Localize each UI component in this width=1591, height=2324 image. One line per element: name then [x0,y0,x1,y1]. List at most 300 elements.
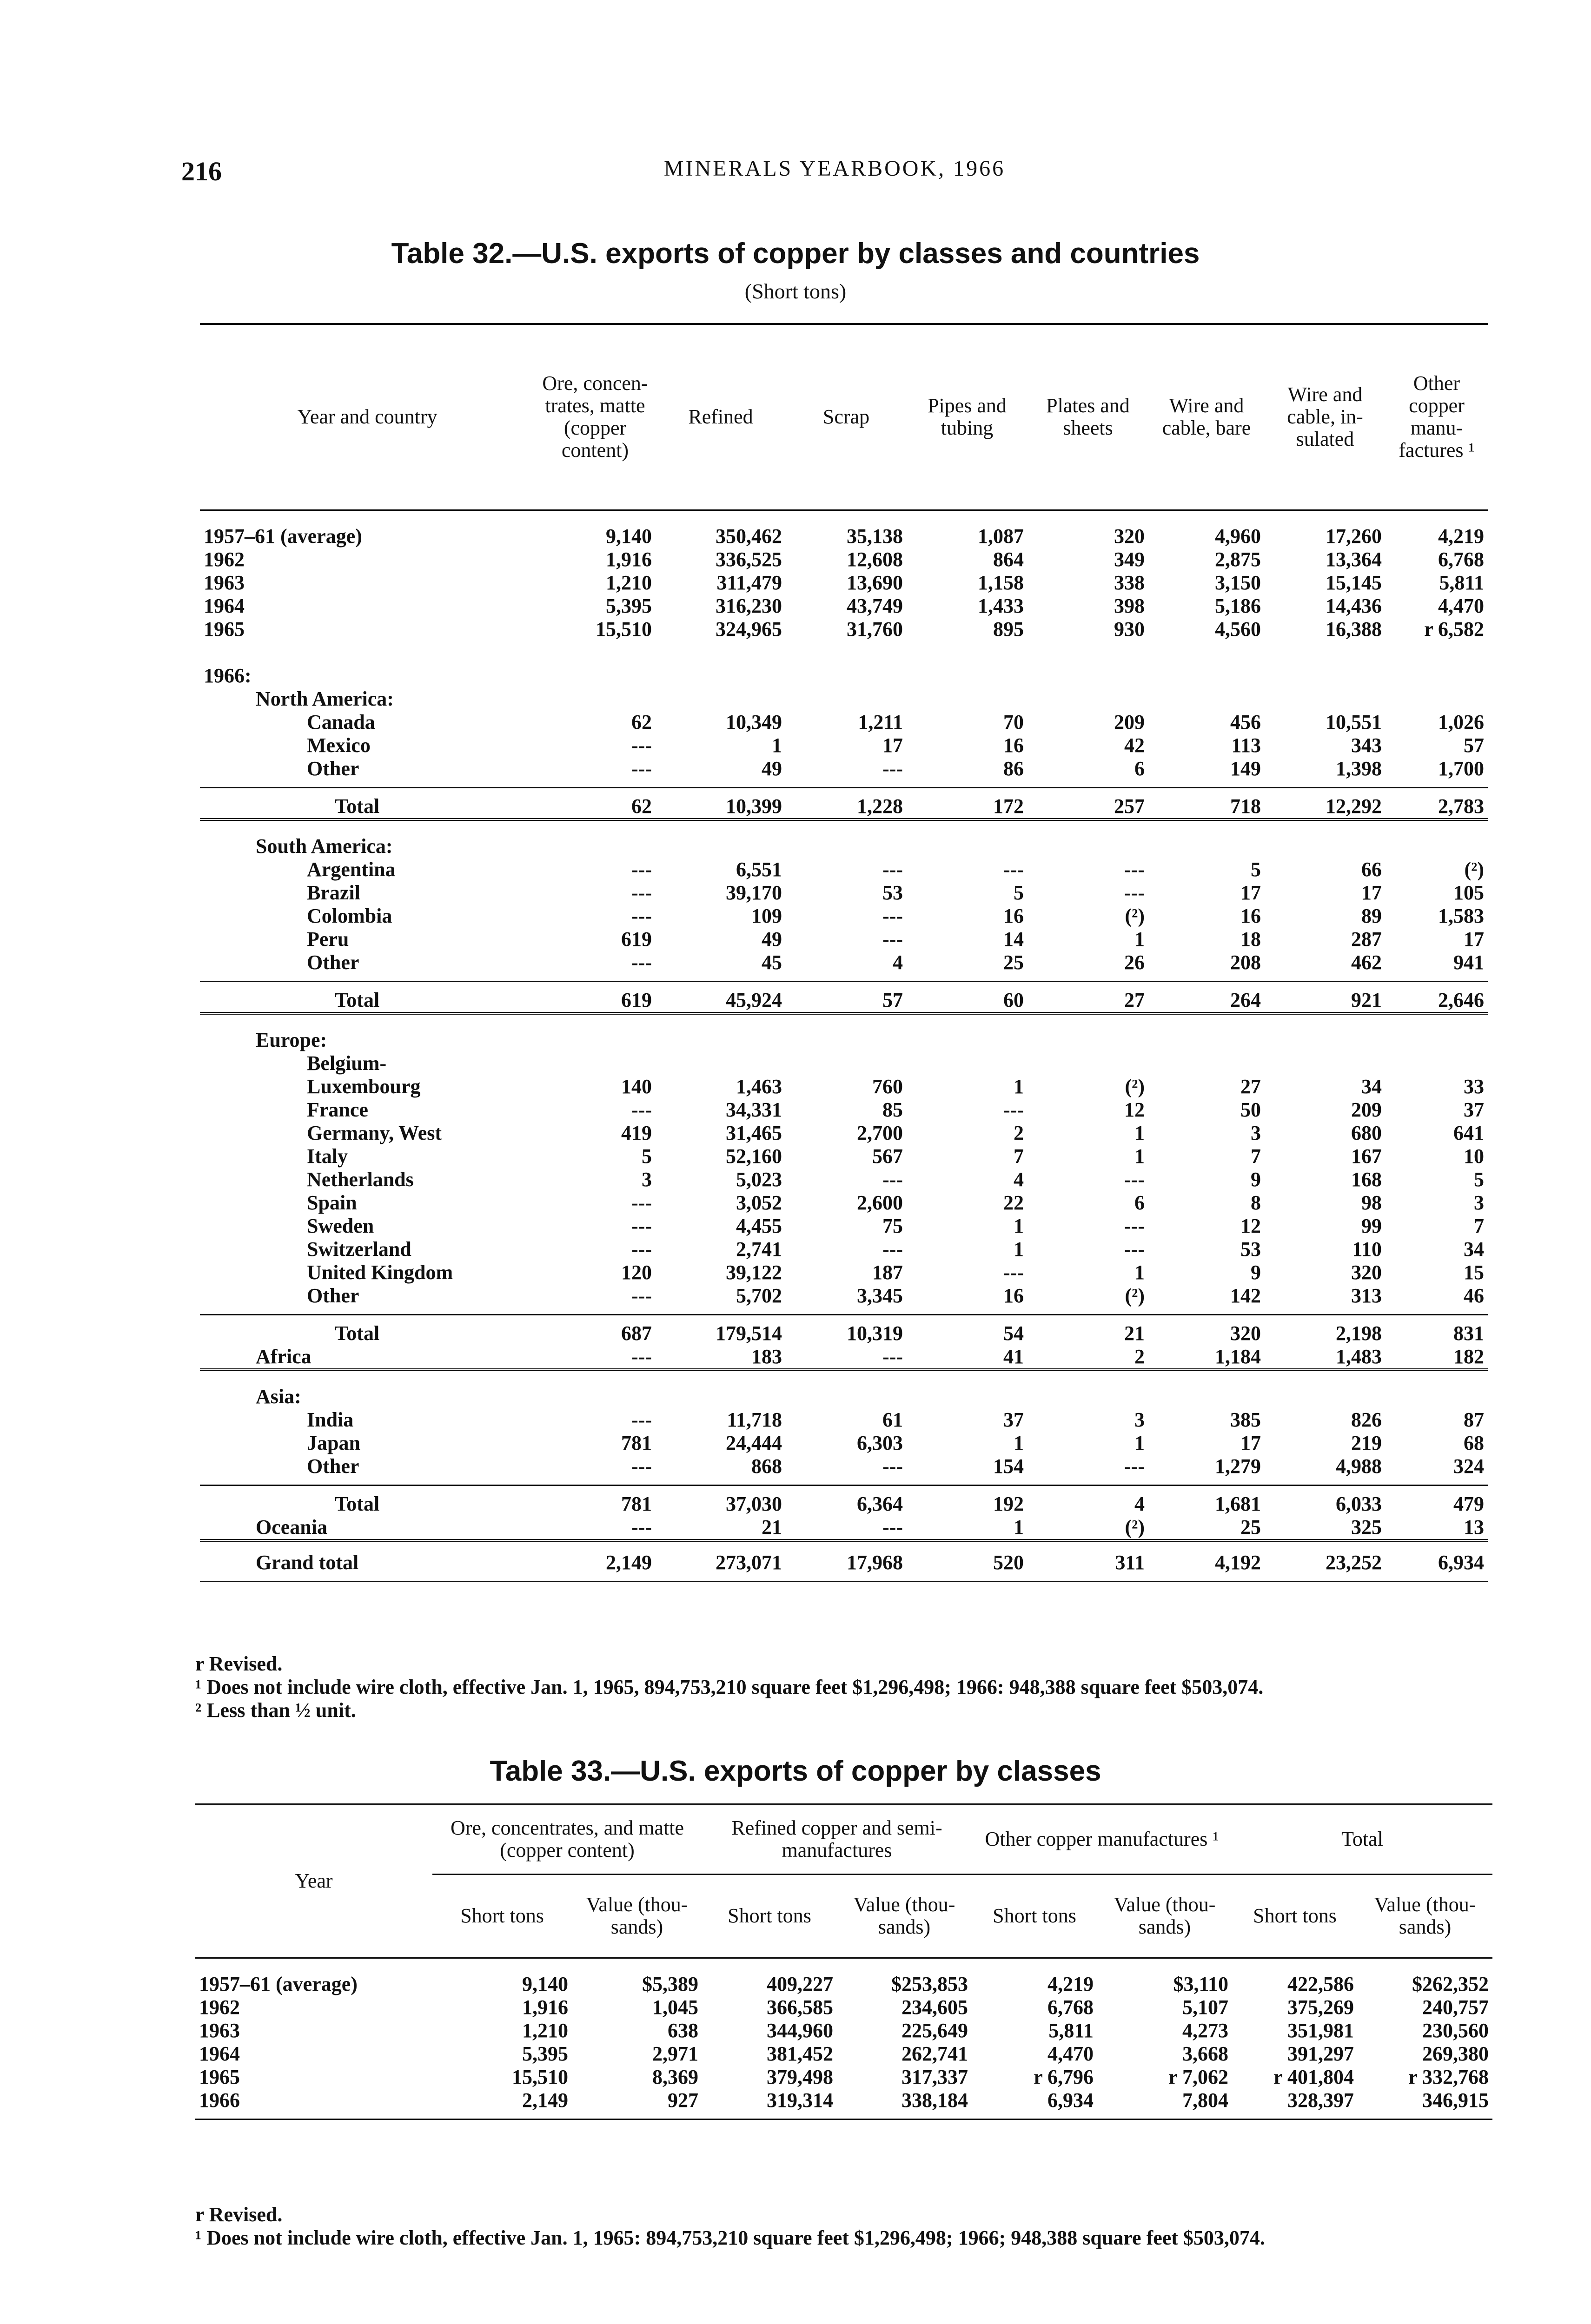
cell-value: 1,916 [606,548,652,571]
subheader-total-tons: Short tons [1253,1904,1337,1927]
cell-value [1385,1052,1488,1075]
cell-value: 381,452 [767,2042,833,2065]
cell-value: 5,702 [736,1284,782,1307]
cell-value: --- [1124,1237,1145,1261]
cell-value [656,1385,786,1408]
cell-value: 54 [907,1314,1028,1345]
row-label: Spain [307,1191,357,1214]
row-label: Switzerland [307,1237,411,1261]
region-label [200,1385,1488,1408]
cell-value: 172 [907,787,1028,819]
cell-value: 1 [1014,1431,1024,1454]
cell-value: 1,916 [522,1995,568,2019]
cell-value: 24,444 [726,1431,782,1454]
table-32-subtitle: (Short tons) [744,279,847,303]
cell-value: 1 [1014,1214,1024,1237]
cell-value: 85 [882,1098,903,1121]
header-ore: Ore, concen- trates, matte (copper content) [542,372,648,462]
row-label: Luxembourg [307,1075,421,1098]
cell-value: --- [535,1516,656,1540]
header-ore-group: Ore, concentrates, and matte (copper content) [432,1804,702,1874]
cell-value: --- [1124,1168,1145,1191]
total-row [200,787,1488,819]
cell-value: 33 [1464,1075,1484,1098]
cell-value: 5 [1014,881,1024,904]
cell-value: 319,314 [767,2088,833,2112]
country-row [200,734,1488,757]
cell-value: 4,192 [1215,1551,1261,1574]
cell-value [656,1029,786,1052]
cell-value: 6 [1134,1191,1145,1214]
cell-value: r 332,768 [1408,2065,1489,2088]
cell-value: 1 [1134,1121,1145,1144]
cell-value [1265,1385,1385,1408]
cell-value: 479 [1385,1485,1488,1516]
cell-value: 311,479 [716,571,782,594]
cell-value: 31,465 [726,1121,782,1144]
page-number: 216 [181,156,222,186]
region-label [200,1029,1488,1052]
cell-value: 37 [1464,1098,1484,1121]
country-row [200,1432,1488,1455]
cell-value: 12 [1240,1214,1261,1237]
country-row [200,1098,1488,1122]
cell-value: 15,510 [512,2065,568,2088]
cell-value: $253,853 [891,1972,968,1995]
cell-value: 183 [656,1345,786,1370]
cell-value: --- [882,1237,903,1261]
header-other-group: Other copper manufactures ¹ [972,1804,1232,1874]
cell-value: 168 [1351,1168,1382,1191]
cell-value: 225,649 [902,2019,968,2042]
row-label: 1965 [204,617,245,640]
cell-value: 366,585 [767,1995,833,2019]
cell-value: 1 [1134,927,1145,951]
row-label: Other [307,757,359,780]
footnote-revised: r Revised. [195,1652,283,1675]
country-row [200,928,1488,951]
year-row [200,525,1488,548]
table-33-footnotes [195,2203,1497,2250]
cell-value: 567 [872,1144,903,1168]
cell-value: 1,700 [1438,757,1484,780]
spacer-row [200,510,1488,525]
cell-value: $3,110 [1173,1972,1229,1995]
spacer-row [200,819,1488,835]
cell-value: 50 [1240,1098,1261,1121]
cell-value: 240,757 [1422,1995,1489,2019]
cell-value: 520 [993,1551,1024,1574]
row-label: 1962 [199,1995,240,2019]
cell-value: 8,369 [652,2065,698,2088]
cell-value: 781 [535,1485,656,1516]
cell-value: r 7,062 [1168,2065,1229,2088]
header-refined-group: Refined copper and semi- manufactures [702,1804,972,1874]
cell-value: 86 [1003,757,1024,780]
cell-value: 9,140 [606,524,652,548]
cell-value: --- [786,1345,907,1370]
cell-value [656,687,786,711]
grand-total-row [200,1551,1488,1582]
cell-value: (²) [1125,1284,1145,1307]
cell-value: 4,960 [1215,524,1261,548]
cell-value: 25 [1148,1516,1265,1540]
cell-value: 7,804 [1182,2088,1229,2112]
cell-value: 52,160 [726,1144,782,1168]
cell-value [1028,1052,1148,1075]
cell-value: 10,349 [726,710,782,733]
country-row [200,1408,1488,1432]
cell-value: 70 [1003,710,1024,733]
cell-value: 641 [1453,1121,1484,1144]
header-other-manufactures: Other copper manu- factures ¹ [1399,372,1475,462]
cell-value: --- [1124,1214,1145,1237]
cell-value: 42 [1124,733,1145,757]
cell-value: 379,498 [767,2065,833,2088]
cell-value: 1,211 [858,710,903,733]
cell-value: 5 [1474,1168,1484,1191]
cell-value [1385,664,1488,687]
cell-value: 638 [668,2019,698,2042]
cell-value: --- [535,1345,656,1370]
cell-value: 16 [1003,904,1024,927]
cell-value: 208 [1230,951,1261,974]
cell-value: (²) [1028,1516,1148,1540]
cell-value: 10,399 [656,787,786,819]
cell-value: 142 [1230,1284,1261,1307]
cell-value: 17 [882,733,903,757]
cell-value [907,664,1028,687]
spacer-row [200,1307,1488,1315]
cell-value: 311 [1115,1551,1145,1574]
row-label: Japan [307,1431,360,1454]
row-label: India [307,1408,354,1431]
spacer-row [195,1958,1492,1973]
cell-value: --- [631,1237,652,1261]
country-row [200,1191,1488,1215]
cell-value: 15 [1464,1261,1484,1284]
cell-value: 350,462 [716,524,782,548]
cell-value: 1,463 [736,1075,782,1098]
cell-value: 325 [1265,1516,1385,1540]
year-row [195,1973,1492,1996]
row-label: France [307,1098,368,1121]
cell-value: 179,514 [656,1314,786,1345]
cell-value: 336,525 [716,548,782,571]
cell-value: 4 [1014,1168,1024,1191]
row-label: 1962 [204,548,245,571]
cell-value: 6,934 [1438,1551,1484,1574]
country-row [200,881,1488,905]
cell-value [1028,687,1148,711]
spacer-row [200,974,1488,982]
cell-value: 149 [1230,757,1261,780]
cell-value: 21 [656,1516,786,1540]
cell-value: 41 [907,1345,1028,1370]
row-label: 1963 [199,2019,240,2042]
cell-value: 87 [1464,1408,1484,1431]
cell-value: 328,397 [1287,2088,1354,2112]
cell-value: 344,960 [767,2019,833,2042]
cell-value: 16 [1240,904,1261,927]
country-row [200,1145,1488,1168]
row-label: Europe: [256,1028,327,1051]
cell-value [1385,835,1488,858]
cell-value: 2,741 [736,1237,782,1261]
cell-value: 25 [1003,951,1024,974]
country-row [200,1075,1488,1098]
cell-value: 5 [1251,858,1261,881]
cell-value: r 401,804 [1273,2065,1354,2088]
cell-value: 718 [1148,787,1265,819]
cell-value: 5,395 [522,2042,568,2065]
cell-value: 1,158 [978,571,1024,594]
cell-value: 43,749 [847,594,903,617]
cell-value: 273,071 [716,1551,782,1574]
row-label: Grand total [256,1551,359,1574]
country-row [200,1215,1488,1238]
cell-value [907,1029,1028,1052]
table-33-title: Table 33.—U.S. exports of copper by classes [490,1755,1101,1787]
cell-value: 346,915 [1422,2088,1489,2112]
cell-value [656,835,786,858]
cell-value: 110 [1352,1237,1382,1261]
cell-value: 3,668 [1182,2042,1229,2065]
row-label: 1957–61 (average) [199,1972,358,1995]
row-label: Other [307,1284,359,1307]
cell-value: 8 [1251,1191,1261,1214]
cell-value: 109 [751,904,782,927]
cell-value: 1 [1014,1237,1024,1261]
cell-value: 187 [872,1261,903,1284]
row-label: Total [200,1314,535,1345]
header-year-country: Year and country [297,405,438,429]
cell-value [1265,664,1385,687]
cell-value: 6,934 [1047,2088,1094,2112]
cell-value [1148,1029,1265,1052]
year-row [195,2019,1492,2042]
cell-value: 1 [1134,1261,1145,1284]
cell-value [1385,687,1488,711]
cell-value: 17 [1240,1431,1261,1454]
cell-value [656,1052,786,1075]
cell-value: 230,560 [1422,2019,1489,2042]
cell-value: 4,219 [1438,524,1484,548]
cell-value: 5,023 [736,1168,782,1191]
region-label [200,687,1488,711]
cell-value: 1,228 [786,787,907,819]
row-label: Asia: [256,1385,301,1408]
country-row [200,757,1488,780]
subheader-ore-tons: Short tons [460,1904,544,1927]
cell-value [535,664,656,687]
row-label: Other [307,1454,359,1478]
cell-value: 1 [1134,1431,1145,1454]
country-row [200,1455,1488,1478]
cell-value: 154 [993,1454,1024,1478]
cell-value: --- [631,904,652,927]
cell-value: 419 [621,1121,652,1144]
cell-value: 422,586 [1287,1972,1354,1995]
cell-value: 2,971 [652,2042,698,2065]
footnote-1: ¹ Does not include wire cloth, effective Jan. 1, 1965, 894,753,210 square feet $1,296,498; 1966: 948,388 square feet $503,074. [195,1676,1264,1698]
country-row [200,1238,1488,1261]
row-label: Belgium- [307,1051,387,1075]
cell-value: --- [1003,1098,1024,1121]
cell-value: 98 [1361,1191,1382,1214]
cell-value: 4,219 [1047,1972,1094,1995]
cell-value: --- [631,881,652,904]
row-label: Total [200,1485,535,1516]
subheader-other-value: Value (thou- sands) [1114,1893,1216,1938]
cell-value: 320 [1148,1314,1265,1345]
cell-value: 34 [1464,1237,1484,1261]
header-wire-insulated: Wire and cable, in- sulated [1287,383,1363,451]
cell-value: --- [1003,1261,1024,1284]
spacer-row [200,1013,1488,1029]
cell-value: --- [1124,881,1145,904]
cell-value: $5,389 [642,1972,698,1995]
cell-value: 10,551 [1326,710,1382,733]
cell-value: 27 [1028,981,1148,1013]
cell-value: 3 [1474,1191,1484,1214]
cell-value: --- [631,757,652,780]
cell-value: 1 [1014,1075,1024,1098]
cell-value: 6 [1134,757,1145,780]
cell-value: 391,297 [1287,2042,1354,2065]
cell-value: 2 [1014,1121,1024,1144]
cell-value: 9,140 [522,1972,568,1995]
cell-value [1265,835,1385,858]
cell-value: 4,560 [1215,617,1261,640]
cell-value: 338 [1114,571,1145,594]
cell-value: 39,170 [726,881,782,904]
cell-value: --- [786,1516,907,1540]
cell-value: 167 [1351,1144,1382,1168]
cell-value: 2,600 [857,1191,903,1214]
cell-value: 1 [907,1516,1028,1540]
cell-value: --- [631,1454,652,1478]
cell-value: 12,608 [847,548,903,571]
cell-value: 192 [907,1485,1028,1516]
cell-value: --- [631,1214,652,1237]
country-row [200,1284,1488,1307]
subheader-refined-tons: Short tons [728,1904,811,1927]
page-header [181,156,1488,193]
cell-value: --- [631,1098,652,1121]
cell-value: 7 [1014,1144,1024,1168]
cell-value [1265,1052,1385,1075]
cell-value: 317,337 [902,2065,968,2088]
cell-value: 209 [1351,1098,1382,1121]
table-32 [200,323,1488,1582]
cell-value: 27 [1240,1075,1261,1098]
year-row [200,548,1488,571]
cell-value: 324 [1453,1454,1484,1478]
cell-value [1265,1029,1385,1052]
cell-value: 687 [535,1314,656,1345]
cell-value: 1,681 [1148,1485,1265,1516]
cell-value: 17 [1240,881,1261,904]
cell-value: 4,988 [1336,1454,1382,1478]
cell-value: 262,741 [902,2042,968,2065]
cell-value: 4 [1028,1485,1148,1516]
cell-value: 9 [1251,1168,1261,1191]
cell-value: 34 [1361,1075,1382,1098]
cell-value: 99 [1361,1214,1382,1237]
year-row [200,571,1488,594]
cell-value: 343 [1351,733,1382,757]
cell-value: 26 [1124,951,1145,974]
cell-value: 4,470 [1047,2042,1094,2065]
row-label: Mexico [307,733,371,757]
cell-value: 62 [535,787,656,819]
cell-value: 320 [1351,1261,1382,1284]
cell-value: 6,033 [1265,1485,1385,1516]
cell-value: --- [1003,858,1024,881]
cell-value: 60 [907,981,1028,1013]
cell-value: 927 [668,2088,698,2112]
cell-value: 4,470 [1438,594,1484,617]
subheader-other-tons: Short tons [993,1904,1076,1927]
spacer-row [200,641,1488,664]
year-row [195,2066,1492,2089]
row-label: South America: [256,834,393,858]
cell-value: 57 [786,981,907,1013]
cell-value [1148,687,1265,711]
cell-value: 338,184 [902,2088,968,2112]
cell-value: 1,045 [652,1995,698,2019]
cell-value: 75 [882,1214,903,1237]
country-label-belgium [200,1052,1488,1075]
cell-value: 182 [1385,1345,1488,1370]
year-row [200,594,1488,618]
header-total-group: Total [1232,1804,1492,1874]
cell-value: 1,210 [522,2019,568,2042]
cell-value [535,687,656,711]
cell-value: 12 [1124,1098,1145,1121]
table-32-footnotes [195,1652,1497,1722]
cell-value: 10 [1464,1144,1484,1168]
cell-value: 13,364 [1326,548,1382,571]
cell-value: 16 [1003,733,1024,757]
country-row [200,1122,1488,1145]
cell-value: 10,319 [786,1314,907,1345]
row-label: Netherlands [307,1168,414,1191]
cell-value: 53 [882,881,903,904]
row-label: 1964 [199,2042,240,2065]
cell-value: 21 [1028,1314,1148,1345]
row-label: Other [307,951,359,974]
cell-value: 409,227 [767,1972,833,1995]
header-pipes: Pipes and tubing [928,394,1007,440]
cell-value: 619 [535,981,656,1013]
cell-value: 23,252 [1326,1551,1382,1574]
row-label: Total [200,981,535,1013]
row-label: North America: [256,687,394,710]
cell-value: 3 [1251,1121,1261,1144]
cell-value: 320 [1114,524,1145,548]
cell-value: 39,122 [726,1261,782,1284]
row-label: Sweden [307,1214,374,1237]
cell-value: 105 [1453,881,1484,904]
cell-value [1385,1385,1488,1408]
cell-value: --- [882,1168,903,1191]
cell-value [535,1052,656,1075]
cell-value: 4 [893,951,903,974]
cell-value: --- [1124,858,1145,881]
cell-value: 1,087 [978,524,1024,548]
